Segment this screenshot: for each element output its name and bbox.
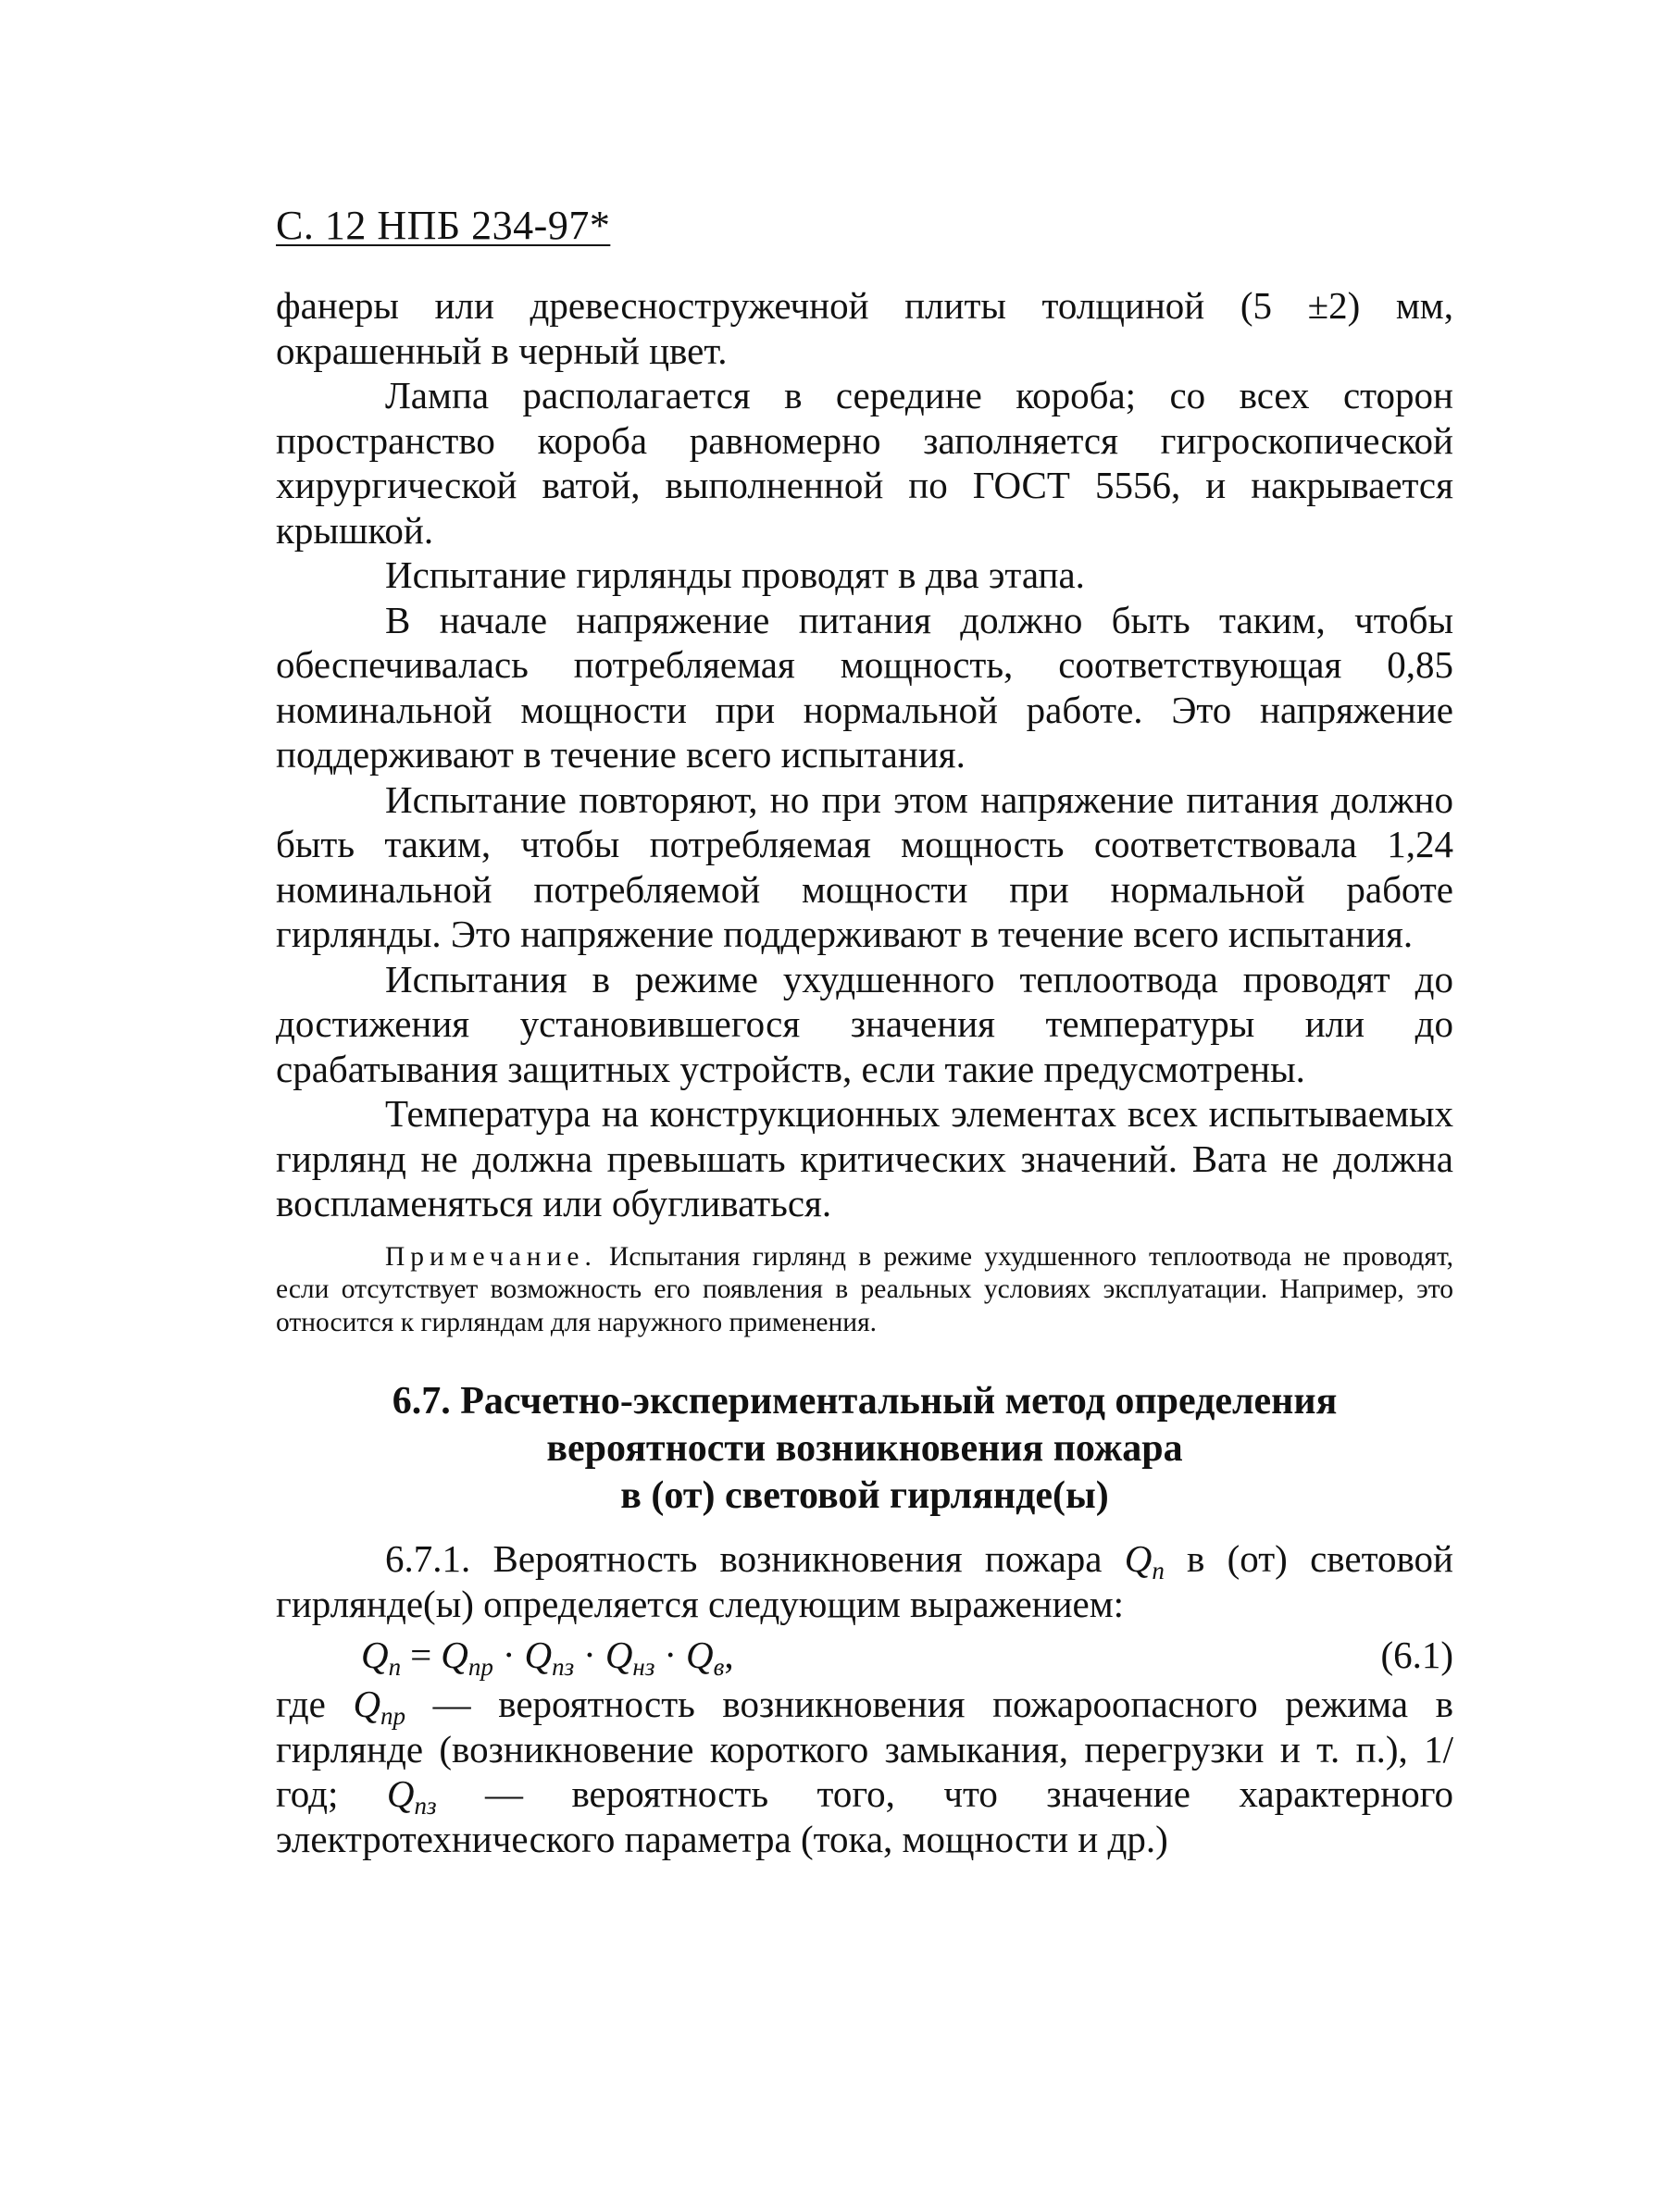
section-heading-line-1: 6.7. Расчетно-экспериментальный метод определения [392, 1380, 1338, 1423]
formula-term-3-sub: нз [632, 1653, 655, 1681]
formula-dot-1: · [502, 1634, 516, 1676]
body-text [276, 283, 1453, 1226]
running-head-text: С. 12 НПБ 234-97* [276, 203, 611, 248]
note-block [276, 1241, 1453, 1340]
note-text: Испытания гирлянд в режиме ухудшенного теплоотвода не проводят, если отсутствует возможность его появления в реальных условиях эксплуатации. Например, это относится к гирляндам для наружного применения. [276, 1241, 1453, 1337]
document-page [276, 200, 1453, 1861]
note-label: Примечание. [385, 1241, 597, 1272]
paragraph-heat-test: Испытания в режиме ухудшенного теплоотвода проводят до достижения установившегося значения температуры или до срабатывания защитных устройств, если такие предусмотрены. [276, 957, 1453, 1090]
formula-term-3: Q [604, 1634, 633, 1676]
paragraph-temperature: Температура на конструкционных элементах всех испытываемых гирлянд не должна превышать критических значений. Вата не должна воспламеняться или обугливаться. [276, 1092, 1453, 1224]
formula-term-2: Q [524, 1634, 553, 1676]
section-heading-line-3: в (от) световой гирлянде(ы) [620, 1474, 1109, 1517]
where-q-pz [386, 1772, 437, 1820]
paragraph-lamp: Лампа располагается в середине короба; со всех сторон пространство короба равномерно заполняется гигроскопической хирургической ватой, выполненной по ГОСТ 5556, и накрывается крышкой. [276, 374, 1453, 552]
q-subscript: п [1152, 1557, 1165, 1584]
formula-dot-3: · [664, 1634, 678, 1676]
where-q-pr [353, 1683, 406, 1730]
where-text-1: — вероятность возникновения пожароопасного режима в гирлянде (возникновение короткого замыкания, перегрузки и т. п.), 1/год; [276, 1683, 1453, 1815]
where-lead: где [276, 1683, 354, 1725]
where-clause [276, 1682, 1453, 1861]
q-letter: Q [1124, 1537, 1153, 1580]
formula-comma: , [724, 1634, 734, 1676]
clause-text-before: 6.7.1. Вероятность возникновения пожара [385, 1537, 1125, 1580]
formula-expression [361, 1628, 734, 1682]
formula-equals: = [410, 1634, 432, 1676]
formula-term-2-sub: пз [552, 1653, 575, 1681]
formula-lhs-sub: п [388, 1653, 402, 1681]
formula-dot-2: · [583, 1634, 596, 1676]
section-heading-line-2: вероятности возникновения пожара [546, 1427, 1183, 1470]
formula-term-4-sub: в [713, 1653, 725, 1681]
paragraph-continuation: фанеры или древесностружечной плиты толщиной (5 ±2) мм, окрашенный в черный цвет. [276, 284, 1453, 372]
inline-q-symbol [1124, 1537, 1165, 1584]
q-subscript: пр [380, 1702, 406, 1730]
paragraph-stages: Испытание гирлянды проводят в два этапа. [385, 553, 1085, 596]
formula-term-4: Q [686, 1634, 714, 1676]
where-text-2: — вероятность того, что значение характерного электротехнического параметра (тока, мощности и др.) [276, 1772, 1453, 1860]
running-head [276, 200, 1453, 252]
clause-6-7-1-text [276, 1536, 1453, 1626]
formula-number: (6.1) [1380, 1634, 1453, 1676]
section-heading [276, 1378, 1453, 1520]
q-subscript: пз [414, 1792, 437, 1820]
q-letter: Q [386, 1772, 415, 1815]
formula-term-1-sub: пр [467, 1653, 493, 1681]
q-letter: Q [353, 1683, 381, 1725]
formula-6-1 [276, 1628, 1453, 1682]
clause-text-after: в (от) световой гирлянде(ы) определяется следующим выражением: [276, 1537, 1453, 1625]
paragraph-second-stage: Испытание повторяют, но при этом напряжение питания должно быть таким, чтобы потребляемая мощность соответствовала 1,24 номинальной потребляемой мощности при нормальной работе гирлянды. Это напряжение поддерживают в течение всего испытания. [276, 777, 1453, 955]
formula-lhs: Q [361, 1634, 389, 1676]
paragraph-first-stage: В начале напряжение питания должно быть таким, чтобы обеспечивалась потребляемая мощность, соответствующая 0,85 номинальной мощности при нормальной работе. Это напряжение поддерживают в течение всего испытания. [276, 598, 1453, 776]
where-text [276, 1682, 1453, 1861]
formula-term-1: Q [441, 1634, 468, 1676]
clause-6-7-1 [276, 1536, 1453, 1626]
